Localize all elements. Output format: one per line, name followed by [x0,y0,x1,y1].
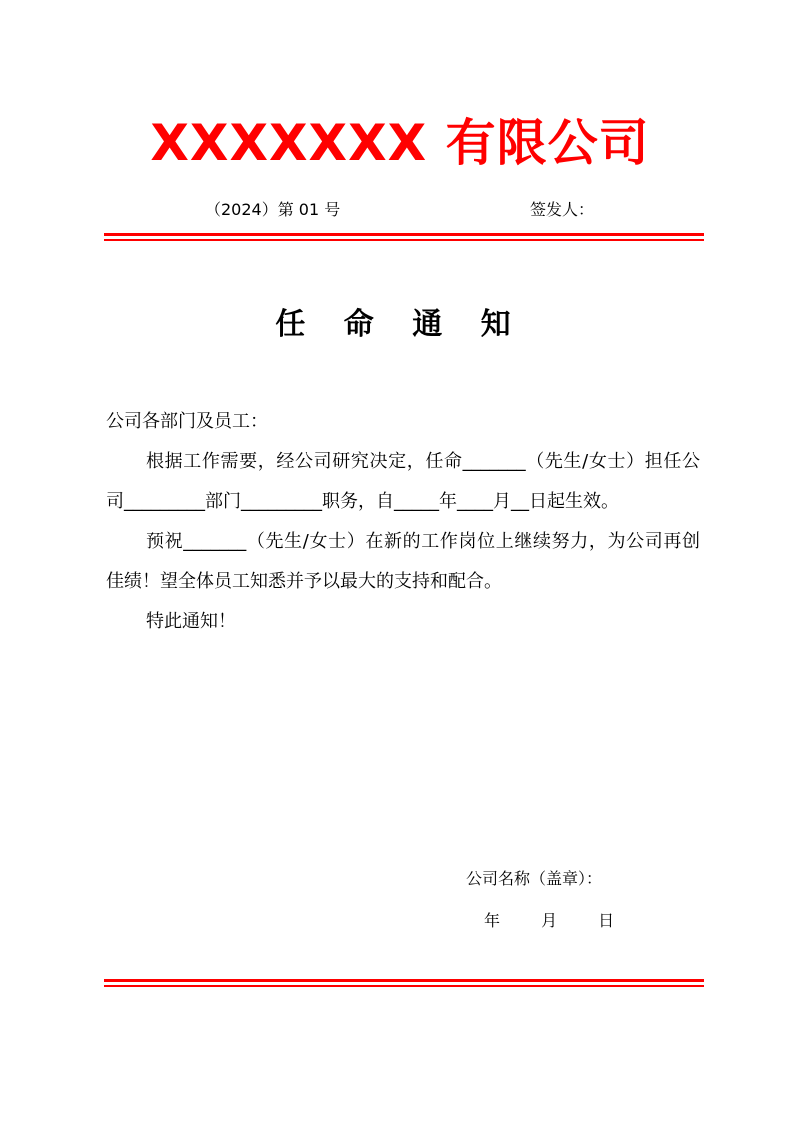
company-seal-label: 公司名称（盖章）： [466,869,603,888]
top-rule-thick [104,233,704,236]
issuer-label: 签发人： [530,200,595,219]
appointment-paragraph: 根据工作需要，经公司研究决定，任命_______（先生/女士）担任公司_________部门_________职务，自_____年____月__日起生效。 [106,451,700,512]
company-name-header: XXXXXXX 有限公司 [150,114,650,172]
bottom-rule-thick [104,979,704,982]
document-number: （2024）第 01 号 [205,200,341,219]
date-line: 年 月 日 [484,911,615,930]
bottom-rule-thin [104,985,704,987]
salutation: 公司各部门及员工： [106,411,268,432]
notice-body [106,402,700,642]
notice-title: 任 命 通 知 [275,307,525,342]
closing-line: 特此通知！ [146,611,236,632]
wishes-paragraph: 预祝_______（先生/女士）在新的工作岗位上继续努力，为公司再创佳绩！望全体员工知悉并予以最大的支持和配合。 [106,531,700,592]
top-rule-thin [104,239,704,241]
